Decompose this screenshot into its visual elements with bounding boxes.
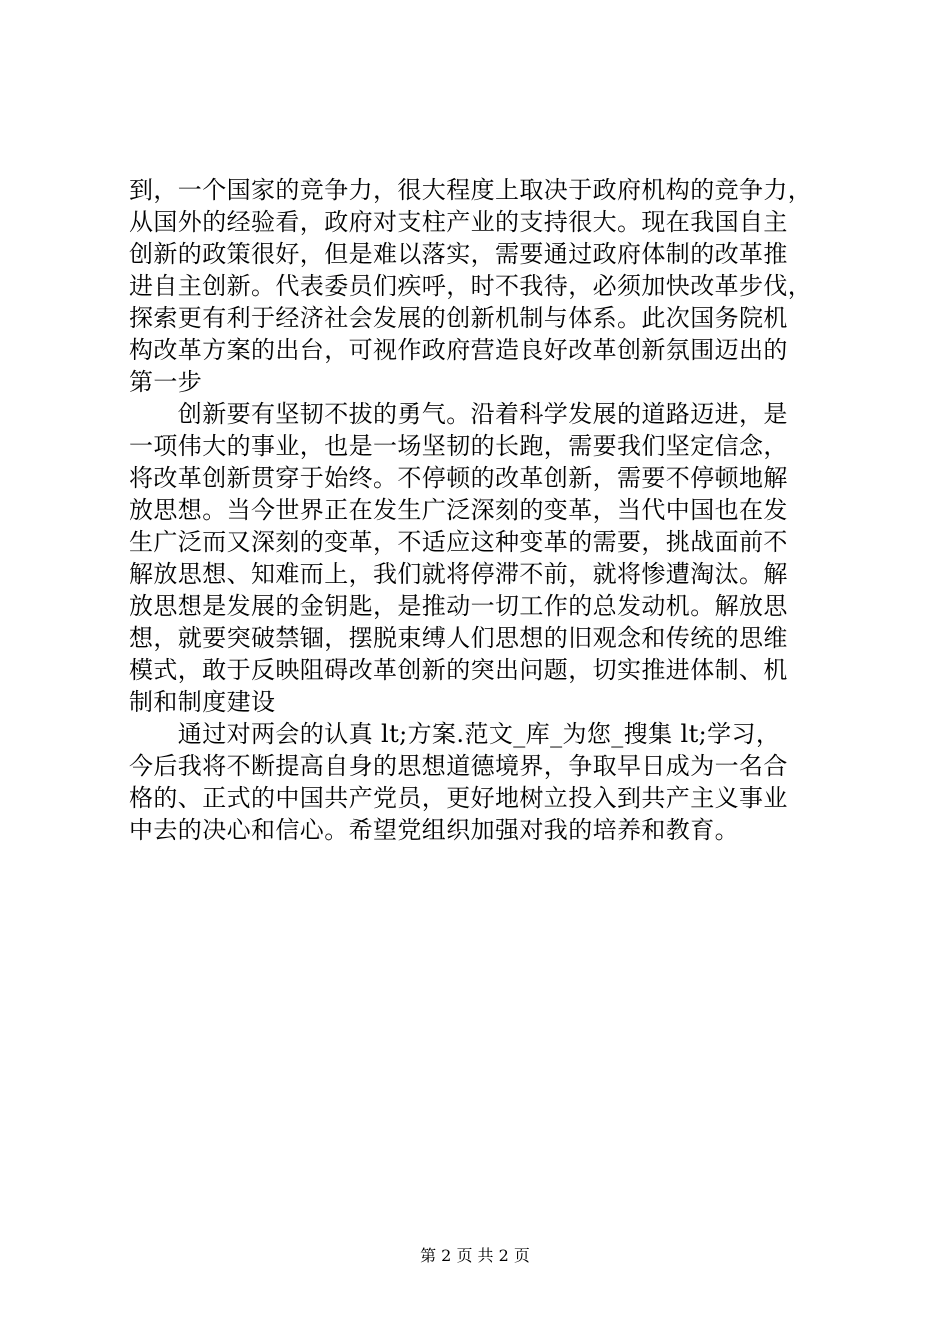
text-line: 制和制度建设 bbox=[129, 688, 276, 716]
text-line: 生广泛而又深刻的变革，不适应这种变革的需要，挑战面前不 bbox=[129, 528, 788, 556]
text-line: 创新要有坚韧不拔的勇气。沿着科学发展的道路迈进，是 bbox=[129, 400, 788, 428]
text-line: 中去的决心和信心。希望党组织加强对我的培养和教育。 bbox=[129, 816, 739, 844]
page-number: 第 2 页 共 2 页 bbox=[420, 1246, 530, 1265]
text-line: 放思想是发展的金钥匙，是推动一切工作的总发动机。解放思 bbox=[129, 592, 788, 620]
page-footer bbox=[0, 1246, 950, 1266]
text-line: 一项伟大的事业，也是一场坚韧的长跑，需要我们坚定信念， bbox=[129, 432, 788, 460]
text-line: 从国外的经验看，政府对支柱产业的支持很大。现在我国自主 bbox=[129, 208, 788, 236]
document-body bbox=[129, 174, 829, 846]
text-line: 放思想。当今世界正在发生广泛深刻的变革，当代中国也在发 bbox=[129, 496, 788, 524]
text-line: 模式，敢于反映阻碍改革创新的突出问题，切实推进体制、机 bbox=[129, 656, 788, 684]
text-line: 构改革方案的出台，可视作政府营造良好改革创新氛围迈出的 bbox=[129, 336, 788, 364]
text-line: 进自主创新。代表委员们疾呼，时不我待，必须加快改革步伐， bbox=[129, 272, 813, 300]
text-line: 格的、正式的中国共产党员，更好地树立投入到共产主义事业 bbox=[129, 784, 788, 812]
text-line: 探索更有利于经济社会发展的创新机制与体系。此次国务院机 bbox=[129, 304, 788, 332]
text-line: 到，一个国家的竞争力，很大程度上取决于政府机构的竞争力， bbox=[129, 176, 813, 204]
text-line: 通过对两会的认真 lt;方案.范文_库_为您_搜集 lt;学习， bbox=[129, 720, 781, 748]
text-line: 今后我将不断提高自身的思想道德境界，争取早日成为一名合 bbox=[129, 752, 788, 780]
text-line: 解放思想、知难而上，我们就将停滞不前，就将惨遭淘汰。解 bbox=[129, 560, 788, 588]
text-line: 第一步 bbox=[129, 368, 203, 396]
text-line: 创新的政策很好，但是难以落实，需要通过政府体制的改革推 bbox=[129, 240, 788, 268]
text-line: 想，就要突破禁锢，摆脱束缚人们思想的旧观念和传统的思维 bbox=[129, 624, 788, 652]
text-line: 将改革创新贯穿于始终。不停顿的改革创新，需要不停顿地解 bbox=[129, 464, 788, 492]
